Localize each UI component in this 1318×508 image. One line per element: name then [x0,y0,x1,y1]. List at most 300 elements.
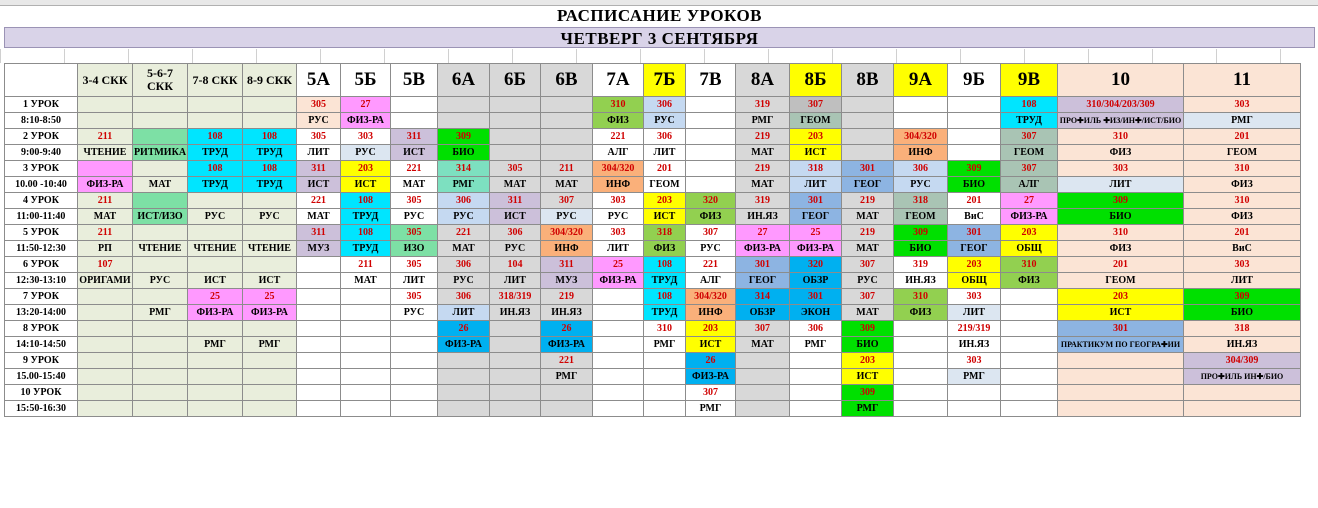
room-cell: 310 [1058,129,1184,145]
lesson-subject-row [5,337,1301,353]
subject-cell [133,337,188,353]
subject-cell [541,145,593,161]
subject-cell: ФИЗ [686,209,736,225]
subject-cell: ФИЗ-РА [686,369,736,385]
subject-cell: РУС [438,273,490,289]
schedule-date-banner: ЧЕТВЕРГ 3 СЕНТЯБРЯ [4,27,1315,48]
subject-cell: РУС [391,305,438,321]
subject-cell [243,401,297,417]
subject-cell: ЛИТ [490,273,541,289]
subject-cell: БИО [1058,209,1184,225]
subject-cell: ЭКОН [790,305,842,321]
empty-grid-row [0,49,1318,63]
subject-cell: ИНФ [541,241,593,257]
subject-cell: МАТ [78,209,133,225]
room-cell: 108 [341,193,391,209]
lesson-subject-row [5,273,1301,289]
room-cell [391,353,438,369]
room-cell: 219 [736,161,790,177]
room-cell [1058,385,1184,401]
lesson-room-row [5,385,1301,401]
room-cell [438,97,490,113]
subject-cell: ПРАКТИКУМ ПО ГЕОГРА✚ИИ [1058,337,1184,353]
subject-cell: РМГ [686,401,736,417]
subject-cell: РУС [842,273,894,289]
subject-cell: ИСТ [297,177,341,193]
room-cell: 309 [894,225,948,241]
room-cell: 201 [948,193,1001,209]
room-cell: 318 [790,161,842,177]
room-cell: 320 [686,193,736,209]
room-cell: 27 [1001,193,1058,209]
subject-cell: ИСТ [1058,305,1184,321]
room-cell: 301 [790,289,842,305]
room-cell: 318 [894,193,948,209]
subject-cell: ФИЗ [1184,209,1301,225]
subject-cell: РМГ [736,113,790,129]
subject-cell: ВиС [1184,241,1301,257]
subject-cell [593,401,644,417]
subject-cell [391,113,438,129]
lesson-time: 8:10-8:50 [5,113,78,129]
room-cell: 203 [948,257,1001,273]
class-header: 5-6-7 СКК [133,64,188,97]
room-cell [490,353,541,369]
room-cell: 108 [1001,97,1058,113]
room-cell: 107 [78,257,133,273]
class-header: 10 [1058,64,1184,97]
room-cell: 305 [391,289,438,305]
subject-cell: ИН.ЯЗ [1184,337,1301,353]
subject-cell: РМГ [948,369,1001,385]
subject-cell: МАТ [438,241,490,257]
subject-cell: ЧТЕНИЕ [243,241,297,257]
subject-cell [188,401,243,417]
schedule-table [4,63,1301,417]
room-cell: 306 [438,193,490,209]
room-cell: 108 [243,129,297,145]
subject-cell [188,369,243,385]
corner-cell [5,64,78,97]
room-cell [188,353,243,369]
subject-cell [790,401,842,417]
subject-cell: ТРУД [243,145,297,161]
room-cell: 219 [541,289,593,305]
subject-cell: РМГ [188,337,243,353]
subject-cell [736,369,790,385]
class-header: 7-8 СКК [188,64,243,97]
class-header: 5В [391,64,438,97]
subject-cell [438,369,490,385]
subject-cell: ФИЗ [1058,241,1184,257]
lesson-number: 3 УРОК [5,161,78,177]
lesson-number: 10 УРОК [5,385,78,401]
room-cell [341,289,391,305]
subject-cell: ЛИТ [790,177,842,193]
class-header: 6Б [490,64,541,97]
subject-cell: ЛИТ [438,305,490,321]
room-cell: 310 [1058,225,1184,241]
room-cell [133,321,188,337]
subject-cell [686,177,736,193]
room-cell [541,97,593,113]
subject-cell: ФИЗ-РА [78,177,133,193]
subject-cell [78,305,133,321]
lesson-time: 11:00-11:40 [5,209,78,225]
subject-cell: МАТ [842,241,894,257]
room-cell [133,129,188,145]
lesson-room-row [5,97,1301,113]
subject-cell: ОБЩ [948,273,1001,289]
subject-cell: ГЕОМ [790,113,842,129]
lesson-number: 1 УРОК [5,97,78,113]
room-cell [790,353,842,369]
subject-cell [391,401,438,417]
room-cell [78,353,133,369]
room-cell [948,97,1001,113]
subject-cell: ФИЗ [644,241,686,257]
room-cell: 311 [297,225,341,241]
subject-cell: ИН.ЯЗ [894,273,948,289]
room-cell [188,321,243,337]
room-cell: 203 [790,129,842,145]
room-cell: 311 [297,161,341,177]
room-cell [133,97,188,113]
room-cell: 309 [1058,193,1184,209]
subject-cell [297,401,341,417]
room-cell: 304/320 [686,289,736,305]
lesson-room-row [5,289,1301,305]
room-cell: 303 [1184,97,1301,113]
lesson-room-row [5,257,1301,273]
room-cell: 306 [438,289,490,305]
room-cell [133,225,188,241]
room-cell [243,193,297,209]
subject-cell [1058,401,1184,417]
subject-cell: ЛИТ [644,145,686,161]
room-cell: 319 [736,97,790,113]
room-cell: 307 [1001,161,1058,177]
room-cell [593,385,644,401]
room-cell: 306 [644,97,686,113]
subject-cell: ИНФ [686,305,736,321]
subject-cell [391,369,438,385]
subject-cell [842,145,894,161]
room-cell: 211 [541,161,593,177]
room-cell: 310 [1001,257,1058,273]
subject-cell: ФИЗ [1058,145,1184,161]
room-cell: 221 [541,353,593,369]
room-cell [686,97,736,113]
room-cell: 314 [736,289,790,305]
room-cell: 219 [842,193,894,209]
subject-cell: ФИЗ-РА [1001,209,1058,225]
room-cell [243,257,297,273]
subject-cell: ФИЗ [894,305,948,321]
lesson-subject-row [5,113,1301,129]
subject-cell [1058,369,1184,385]
subject-cell [78,113,133,129]
subject-cell [948,113,1001,129]
room-cell: 307 [736,321,790,337]
subject-cell: ГЕОМ [644,177,686,193]
subject-cell [842,113,894,129]
room-cell: 25 [593,257,644,273]
subject-cell [1001,305,1058,321]
subject-cell: ФИЗ-РА [593,273,644,289]
subject-cell: ЛИТ [391,273,438,289]
subject-cell: ОБЩ [1001,241,1058,257]
room-cell: 307 [790,97,842,113]
room-cell: 309 [842,321,894,337]
subject-cell [490,337,541,353]
subject-cell: РУС [438,209,490,225]
subject-cell: ФИЗ-РА [541,337,593,353]
room-cell [297,321,341,337]
subject-cell: ФИЗ-РА [790,241,842,257]
room-cell [78,97,133,113]
room-cell [894,321,948,337]
subject-cell [297,369,341,385]
subject-cell: ОБЗР [790,273,842,289]
subject-cell: ИН.ЯЗ [736,209,790,225]
subject-cell: ТРУД [341,209,391,225]
room-cell: 304/320 [541,225,593,241]
room-cell [133,193,188,209]
lesson-room-row [5,353,1301,369]
room-cell [133,257,188,273]
lesson-room-row [5,225,1301,241]
lesson-subject-row [5,209,1301,225]
room-cell [644,353,686,369]
subject-cell [644,401,686,417]
subject-cell [297,337,341,353]
class-header: 9Б [948,64,1001,97]
room-cell [490,129,541,145]
subject-cell [297,273,341,289]
lesson-number: 4 УРОК [5,193,78,209]
subject-cell: ФИЗ-РА [341,113,391,129]
room-cell: 319 [736,193,790,209]
subject-cell: ИСТ [188,273,243,289]
subject-cell [948,145,1001,161]
lesson-time: 12:30-13:10 [5,273,78,289]
subject-cell [790,369,842,385]
room-cell: 203 [1001,225,1058,241]
subject-cell: ИСТ [490,209,541,225]
subject-cell [593,337,644,353]
room-cell [188,257,243,273]
room-cell: 211 [341,257,391,273]
class-header: 8А [736,64,790,97]
room-cell: 303 [1058,161,1184,177]
subject-cell: РУС [391,209,438,225]
subject-cell: РМГ [133,305,188,321]
subject-cell: РУС [297,113,341,129]
subject-cell: ИН.ЯЗ [948,337,1001,353]
subject-cell: ЧТЕНИЕ [78,145,133,161]
room-cell: 320 [790,257,842,273]
room-cell: 318 [644,225,686,241]
subject-cell [490,369,541,385]
room-cell: 305 [391,193,438,209]
subject-cell: АЛГ [1001,177,1058,193]
subject-cell: ПРО✚ИЛЬ ИН✚/БИО [1184,369,1301,385]
lesson-subject-row [5,241,1301,257]
room-cell: 303 [593,225,644,241]
lesson-number: 5 УРОК [5,225,78,241]
subject-cell [133,369,188,385]
room-cell [243,97,297,113]
room-cell: 221 [297,193,341,209]
subject-cell [593,369,644,385]
subject-cell: БИО [894,241,948,257]
room-cell [894,97,948,113]
lesson-room-row [5,161,1301,177]
subject-cell: ТРУД [188,177,243,193]
subject-cell: МУЗ [541,273,593,289]
room-cell: 104 [490,257,541,273]
room-cell [341,385,391,401]
room-cell: 108 [188,129,243,145]
room-cell: 301 [842,161,894,177]
subject-cell: ТРУД [1001,113,1058,129]
room-cell [1184,385,1301,401]
subject-cell: МАТ [391,177,438,193]
room-cell: 211 [78,225,133,241]
lesson-time: 9:00-9:40 [5,145,78,161]
subject-cell: ИСТ [341,177,391,193]
class-header: 5А [297,64,341,97]
lesson-time: 10.00 -10:40 [5,177,78,193]
room-cell [948,385,1001,401]
subject-cell [341,369,391,385]
subject-cell: ГЕОГ [736,273,790,289]
room-cell [133,161,188,177]
subject-cell [490,145,541,161]
room-cell [297,353,341,369]
room-cell: 318/319 [490,289,541,305]
lesson-time: 15:50-16:30 [5,401,78,417]
subject-cell: РМГ [1184,113,1301,129]
room-cell: 203 [1058,289,1184,305]
subject-cell [894,401,948,417]
class-header: 8Б [790,64,842,97]
room-cell [391,385,438,401]
room-cell [391,321,438,337]
room-cell: 26 [686,353,736,369]
subject-cell: ФИЗ-РА [736,241,790,257]
room-cell: 309 [1184,289,1301,305]
subject-cell: ТРУД [188,145,243,161]
lesson-number: 2 УРОК [5,129,78,145]
subject-cell: ОРИГАМИ [78,273,133,289]
room-cell [490,97,541,113]
subject-cell: ЧТЕНИЕ [133,241,188,257]
room-cell [490,321,541,337]
room-cell: 310/304/203/309 [1058,97,1184,113]
subject-cell: РМГ [842,401,894,417]
room-cell [894,353,948,369]
subject-cell [686,145,736,161]
lesson-subject-row [5,177,1301,193]
room-cell [188,97,243,113]
room-cell: 306 [790,321,842,337]
lesson-time: 15.00-15:40 [5,369,78,385]
class-header: 8В [842,64,894,97]
class-header: 9А [894,64,948,97]
room-cell: 301 [790,193,842,209]
room-cell [243,385,297,401]
room-cell: 310 [894,289,948,305]
lesson-subject-row [5,401,1301,417]
subject-cell: ГЕОМ [1001,145,1058,161]
schedule-title: РАСПИСАНИЕ УРОКОВ [4,6,1315,26]
room-cell [438,385,490,401]
room-cell: 305 [490,161,541,177]
room-cell [243,225,297,241]
subject-cell: АЛГ [593,145,644,161]
class-header: 3-4 СКК [78,64,133,97]
subject-cell: ЧТЕНИЕ [188,241,243,257]
room-cell [736,353,790,369]
subject-cell: МАТ [736,177,790,193]
subject-cell: ТРУД [243,177,297,193]
class-header: 7Б [644,64,686,97]
subject-cell: ВиС [948,209,1001,225]
subject-cell: РУС [133,273,188,289]
room-cell: 221 [686,257,736,273]
subject-cell: ГЕОГ [790,209,842,225]
subject-cell: ЛИТ [1184,273,1301,289]
subject-cell: БИО [948,177,1001,193]
room-cell [1001,289,1058,305]
room-cell [78,289,133,305]
room-cell: 211 [78,193,133,209]
subject-cell: ИСТ [391,145,438,161]
room-cell: 303 [341,129,391,145]
room-cell: 201 [1184,129,1301,145]
subject-cell [78,337,133,353]
room-cell [341,353,391,369]
subject-cell: ТРУД [644,273,686,289]
subject-cell: РМГ [438,177,490,193]
class-header: 9В [1001,64,1058,97]
room-cell: 309 [438,129,490,145]
room-cell [78,321,133,337]
subject-cell: ГЕОМ [894,209,948,225]
subject-cell [644,369,686,385]
subject-cell: МАТ [736,337,790,353]
room-cell: 310 [593,97,644,113]
class-header: 6А [438,64,490,97]
room-cell: 25 [243,289,297,305]
subject-cell [341,337,391,353]
lesson-room-row [5,321,1301,337]
room-cell [78,161,133,177]
subject-cell: РМГ [541,369,593,385]
room-cell [593,353,644,369]
room-cell: 25 [790,225,842,241]
subject-cell [1001,401,1058,417]
room-cell [188,193,243,209]
subject-cell: БИО [1184,305,1301,321]
room-cell: 301 [1058,321,1184,337]
subject-cell [438,113,490,129]
subject-cell [1001,337,1058,353]
room-cell: 201 [1184,225,1301,241]
class-header: 6В [541,64,593,97]
